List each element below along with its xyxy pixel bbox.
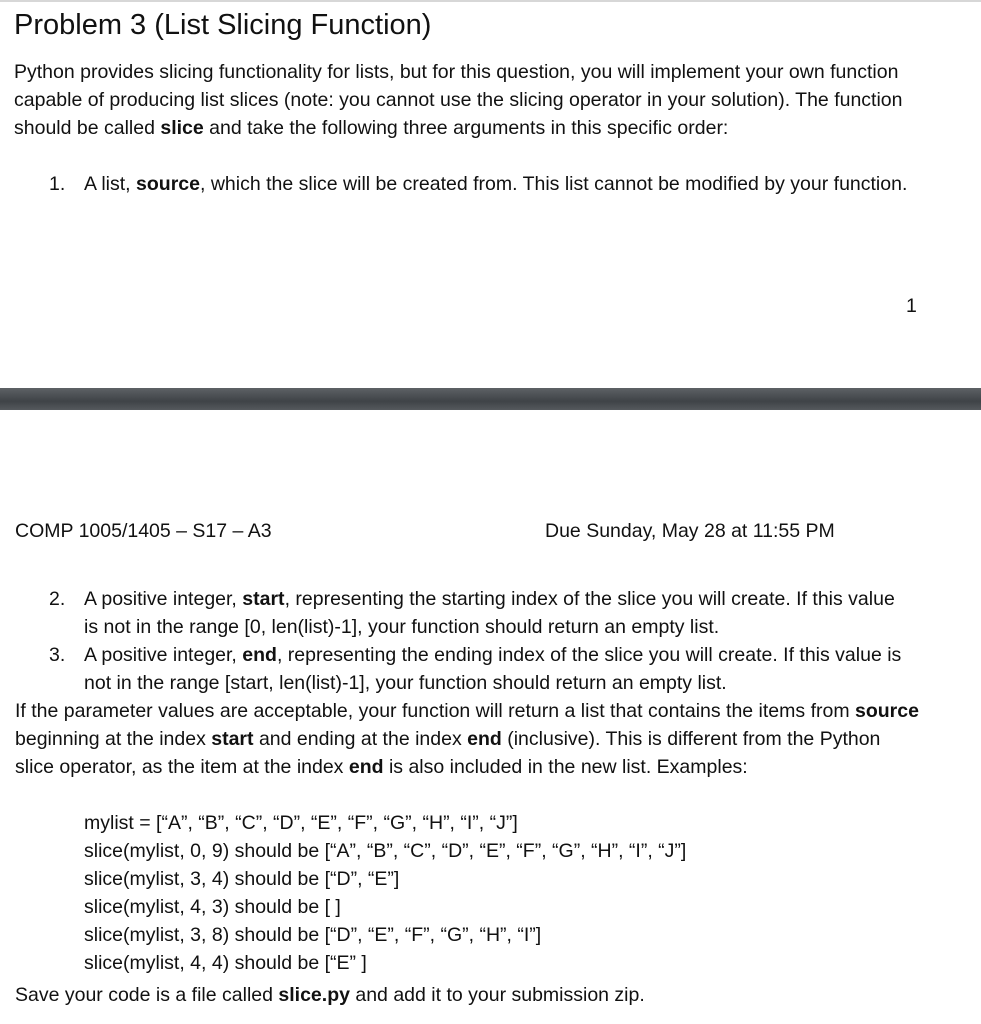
list-number-3: 3.	[49, 644, 66, 666]
para-bold-start: start	[211, 728, 254, 750]
intro-paragraph	[14, 58, 919, 142]
save-instruction	[15, 981, 920, 1009]
item1-bold-source: source	[136, 173, 200, 195]
save-text-1: Save your code is a file called	[15, 984, 279, 1006]
top-rule	[0, 0, 981, 2]
example-line: slice(mylist, 3, 8) should be [“D”, “E”, “F”, “G”, “H”, “I”]	[84, 924, 542, 946]
examples-block	[84, 809, 686, 977]
example-line: slice(mylist, 3, 4) should be [“D”, “E”]	[84, 868, 400, 890]
example-line: slice(mylist, 4, 3) should be [ ]	[84, 896, 341, 918]
intro-bold-slice: slice	[160, 117, 204, 139]
para-bold-source: source	[855, 700, 919, 722]
list-item-1-body	[84, 170, 914, 198]
item1-text-1: A list,	[84, 173, 137, 195]
item2-text-1: A positive integer,	[84, 588, 243, 610]
para-text-3: and ending at the index	[253, 728, 468, 750]
course-header: COMP 1005/1405 – S17 – A3	[15, 520, 272, 542]
para-text-5: is also included in the new list. Examples:	[383, 756, 748, 778]
para-text-4: (inclusive). This is different from the Python slice operator, as the item at the index	[15, 728, 881, 778]
example-line: slice(mylist, 4, 4) should be [“E” ]	[84, 952, 367, 974]
para-bold-end: end	[467, 728, 502, 750]
item3-bold-end: end	[242, 644, 277, 666]
problem-title: Problem 3 (List Slicing Function)	[14, 9, 432, 41]
page-1	[0, 0, 981, 388]
page-gap	[0, 388, 981, 410]
intro-text-2: and take the following three arguments in this specific order:	[203, 117, 729, 139]
save-text-2: and add it to your submission zip.	[349, 984, 645, 1006]
item2-bold-start: start	[242, 588, 285, 610]
para-bold-end-2: end	[348, 756, 384, 778]
para-text-2: beginning at the index	[15, 728, 212, 750]
save-bold-filename: slice.py	[278, 984, 350, 1006]
example-line: slice(mylist, 0, 9) should be [“A”, “B”, “C”, “D”, “E”, “F”, “G”, “H”, “I”, “J”]	[84, 840, 687, 862]
description-paragraph	[15, 697, 920, 781]
page-2	[0, 410, 981, 1024]
example-line: mylist = [“A”, “B”, “C”, “D”, “E”, “F”, “G”, “H”, “I”, “J”]	[84, 812, 518, 834]
item1-text-2: , which the slice will be created from. This list cannot be modified by your function.	[199, 173, 908, 195]
item3-text-1: A positive integer,	[84, 644, 243, 666]
due-date-header: Due Sunday, May 28 at 11:55 PM	[545, 520, 835, 542]
page-number: 1	[906, 295, 917, 317]
item2-text-2: , representing the starting index of the slice you will create. If this value is not in the range [0, len(list)-1], your function should return an empty list.	[84, 588, 895, 638]
list-item-2-body	[84, 585, 914, 641]
list-number-1: 1.	[49, 173, 66, 195]
list-item-3-body	[84, 641, 914, 697]
para-text-1: If the parameter values are acceptable, your function will return a list that contains the items from	[15, 700, 855, 722]
item3-text-2: , representing the ending index of the slice you will create. If this value is not in the range [start, len(list)-1], your function should return an empty list.	[84, 644, 902, 694]
intro-text-1: Python provides slicing functionality for lists, but for this question, you will implement your own function capable of producing list slices (note: you cannot use the slicing operator in your solution). The function should be called	[14, 61, 903, 139]
list-number-2: 2.	[49, 588, 66, 610]
